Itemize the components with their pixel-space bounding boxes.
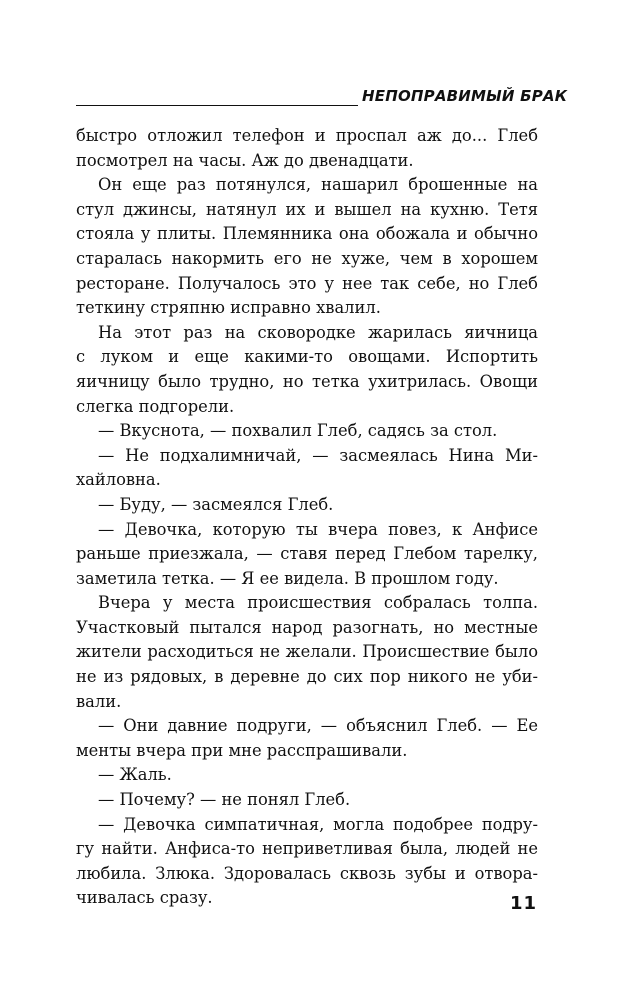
text-line: чивалась сразу. [76,888,213,908]
text-line: вали. [76,691,122,711]
text-line: ресторане. Получалось это у нее так себе, но Глеб [76,273,538,293]
running-title: НЕПОПРАВИМЫЙ БРАК [362,87,568,105]
text-line: раньше приезжала, — ставя перед Глебом тарелку, [76,544,538,564]
dialogue-line: — Они давние подруги, — объяснил Глеб. — Ее [98,716,538,736]
text-line: слегка подгорели. [76,396,235,416]
dialogue-line: — Жаль. [98,765,172,785]
text-line: стул джинсы, натянул их и вышел на кухню. Тетя [76,199,538,219]
text-line: заметила тетка. — Я ее видела. В прошлом году. [76,568,499,588]
text-line: менты вчера при мне расспрашивали. [76,740,408,760]
text-line: жители расходиться не желали. Происшествие было [76,642,538,662]
text-line: стояла у плиты. Племянника она обожала и обычно [76,224,538,244]
page-number: 11 [509,893,537,914]
dialogue-line: — Буду, — засмеялся Глеб. [98,494,334,514]
paragraph-first-line: Он еще раз потянулся, нашарил брошенные на [98,175,538,195]
dialogue-line: — Не подхалимничай, — засмеялась Нина Ми- [98,445,538,465]
text-line: теткину стряпню исправно хвалил. [76,298,381,318]
text-line: хайловна. [76,470,161,490]
text-line: с луком и еще какими-то овощами. Испортить [76,347,538,367]
text-line: Участковый пытался народ разогнать, но местные [76,617,538,637]
dialogue-line: — Девочка симпатичная, могла подобрее подру- [98,814,538,834]
header-rule [76,105,358,106]
dialogue-line: — Вкуснота, — похвалил Глеб, садясь за стол. [98,421,498,441]
page-body [76,124,538,911]
text-line: гу найти. Анфиса-то неприветливая была, людей не [76,839,538,859]
text-line: любила. Злюка. Здоровалась сквозь зубы и отвора- [76,863,538,883]
dialogue-line: — Девочка, которую ты вчера повез, к Анфисе [98,519,538,539]
text-line: посмотрел на часы. Аж до двенадцати. [76,150,414,170]
dialogue-line: — Почему? — не понял Глеб. [98,790,351,810]
text-line: не из рядовых, в деревне до сих пор никого не уби- [76,667,538,687]
text-line: яичницу было трудно, но тетка ухитрилась. Овощи [76,371,538,391]
text-line: быстро отложил телефон и проспал аж до... Глеб [76,126,538,145]
paragraph-first-line: На этот раз на сковородке жарилась яичница [98,322,538,342]
paragraph-first-line: Вчера у места происшествия собралась толпа. [98,593,538,613]
text-line: старалась накормить его не хуже, чем в хорошем [76,248,538,268]
